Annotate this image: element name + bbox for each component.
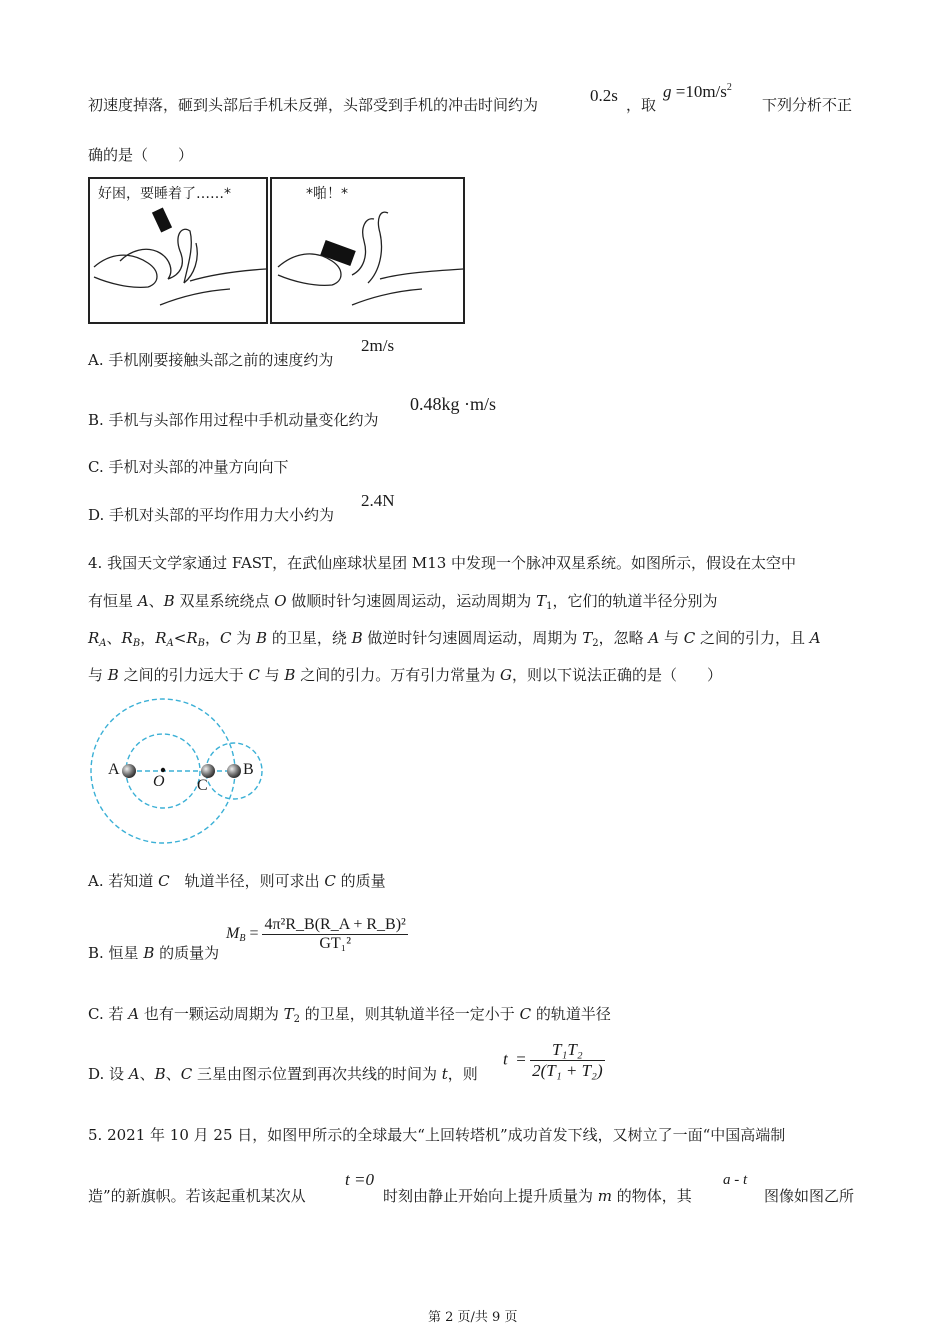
q3-g-value: $g =10m/s^2$ <box>663 82 732 101</box>
q3-option-b-value: 0.48kg ·m/s <box>410 394 497 414</box>
q3-option-d-value: 2.4N <box>361 491 395 510</box>
star-a <box>122 764 136 778</box>
q3-option-b: B. 手机与头部作用过程中手机动量变化约为 <box>88 411 379 429</box>
q3-option-a-value: 2m/s <box>361 336 395 355</box>
q5-stem-line2-mid: 时刻由静止开始向上提升质量为 m 的物体，其 <box>383 1187 692 1205</box>
q5-a-t: a - t <box>723 1172 748 1188</box>
mass-b-numerator: 4π²R_B(R_A + R_B)² <box>264 916 406 933</box>
q4-stem-line1: 4. 我国天文学家通过 FAST，在武仙座球状星团 M13 中发现一个脉冲双星系统。如图所示，假设在太空中 <box>88 554 797 572</box>
q4-option-b-formula: $M_B$ = $\frac{\text{4π²R\_B(R\_A + R\_B)²}}{\text{GT₁²}}$ <box>226 916 406 952</box>
q3-option-c: C. 手机对头部的冲量方向向下 <box>88 458 289 476</box>
q3-option-a: A. 手机刚要接触头部之前的速度约为 <box>88 351 334 369</box>
label-b: B <box>243 761 254 778</box>
satellite-c <box>201 764 215 778</box>
comic-panel-1 <box>88 177 268 324</box>
q4-stem-line4: 与 B 之间的引力远大于 C 与 B 之间的引力。万有引力常量为 G，则以下说法正确的是（ ） <box>88 666 722 684</box>
label-c: C <box>197 777 208 794</box>
q5-t0: t =0 <box>345 1170 374 1189</box>
q3-stem-line1-tail: 下列分析不正 <box>762 96 853 114</box>
comic-panel-2 <box>270 177 465 324</box>
q4-stem-line2: 有恒星 A、B 双星系统绕点 O 做顺时针匀速圆周运动，运动周期为 $T_1$，它们的轨道半径分别为 <box>88 592 718 612</box>
time-numerator: T₁T₂ <box>530 1040 605 1061</box>
phone-drop-illustration <box>272 179 463 322</box>
q4-option-d: D. 设 A、B、C 三星由图示位置到再次共线的时间为 t，则 <box>88 1065 478 1083</box>
q3-stem-line1: 初速度掉落，砸到头部后手机未反弹，头部受到手机的冲击时间约为 <box>88 96 539 114</box>
q4-option-c: C. 若 A 也有一颗运动周期为 $T_2$ 的卫星，则其轨道半径一定小于 C 的轨道半径 <box>88 1005 611 1025</box>
mass-b-denominator: GT₁² <box>319 935 352 952</box>
sleeping-person-illustration <box>90 179 266 322</box>
page-footer: 第 2 页/共 9 页 <box>428 1310 518 1325</box>
comic-caption-1: 好困，要睡着了……* <box>98 186 231 202</box>
label-o: O <box>153 773 165 790</box>
q3-option-d: D. 手机对头部的平均作用力大小约为 <box>88 506 335 524</box>
q4-stem-line3: $R_A$、$R_B$，$R_A<R_B$，C 为 B 的卫星，绕 B 做逆时针匀速圆周运动，周期为 $T_2$，忽略 A 与 C 之间的引力，且 A <box>88 629 821 649</box>
q5-stem-line1: 5. 2021 年 10 月 25 日，如图甲所示的全球最大“上回转塔机”成功首发下线，又树立了一面“中国高端制 <box>88 1126 786 1144</box>
q5-stem-line2: 造”的新旗帜。若该起重机某次从 <box>88 1187 306 1205</box>
q4-option-d-formula: t = $\frac{\text{T₁T₂}}{\text{2(T₁ + T₂)}}$ <box>503 1040 603 1080</box>
q3-impact-time: 0.2s <box>590 86 618 105</box>
center-o <box>161 768 165 772</box>
comic-caption-2: *啪！* <box>306 186 348 202</box>
star-b <box>227 764 241 778</box>
q3-take: ，取 <box>626 96 657 114</box>
q5-stem-line2-tail: 图像如图乙所 <box>764 1187 855 1205</box>
q4-option-a: A. 若知道 C 轨道半径，则可求出 C 的质量 <box>88 872 386 890</box>
q4-option-b: B. 恒星 B 的质量为 <box>88 944 220 962</box>
q3-stem-line2: 确的是（ ） <box>88 146 194 164</box>
label-a: A <box>108 761 120 778</box>
time-denominator: 2(T₁ + T₂) <box>532 1061 603 1080</box>
